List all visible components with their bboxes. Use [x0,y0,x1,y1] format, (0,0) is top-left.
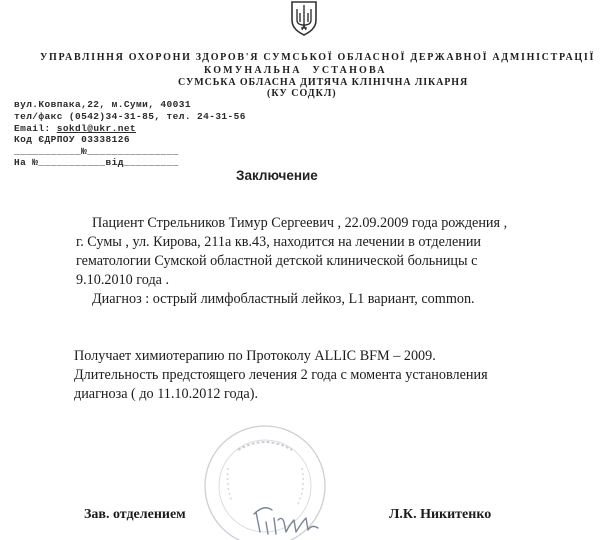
registration-number-line: ___________№_______________ [14,146,179,157]
email-link[interactable]: sokdl@ukr.net [56,123,137,134]
patient-paragraph-line: 9.10.2010 года . [76,272,170,288]
registration-reference-line: На №___________від_________ [14,157,179,168]
header-hospital-abbr: (КУ СОДКЛ) [267,88,337,99]
contact-edrpou: Код ЄДРПОУ 03338126 [14,134,130,145]
email-label: Email: [14,123,57,134]
signatory-name: Л.К. Никитенко [389,507,492,522]
handwritten-signature [252,498,324,540]
treatment-paragraph-line: Получает химиотерапию по Протоколу ALLIC BFM – 2009. [74,348,436,364]
header-ministry: УПРАВЛІННЯ ОХОРОНИ ЗДОРОВ'Я СУМСЬКОЇ ОБЛАСНОЇ ДЕРЖАВНОЇ АДМІНІСТРАЦІЇ [40,52,596,63]
contact-address: вул.Ковпака,22, м.Суми, 40031 [14,99,191,110]
contact-email [14,123,136,134]
header-hospital-name: СУМСЬКА ОБЛАСНА ДИТЯЧА КЛІНІЧНА ЛІКАРНЯ [178,77,469,88]
treatment-paragraph-line: Длительность предстоящего лечения 2 года с момента установления [74,367,488,383]
coat-of-arms-icon [286,0,322,36]
patient-paragraph-line: гематологии Сумской областной детской клинической больницы с [76,253,478,269]
signatory-position: Зав. отделением [84,507,186,522]
patient-paragraph-line: Пациент Стрельников Тимур Сергеевич , 22.09.2009 года рождения , [92,215,508,231]
document-title: Заключение [236,168,318,183]
treatment-paragraph-line: диагноза ( до 11.10.2012 года). [74,386,258,402]
patient-paragraph-line: г. Сумы , ул. Кирова, 211а кв.43, находится на лечении в отделении [76,234,482,250]
contact-phone: тел/факс (0542)34-31-85, тел. 24-31-56 [14,111,246,122]
header-institution-type: КОМУНАЛЬНА УСТАНОВА [204,65,387,76]
diagnosis-line: Диагноз : острый лимфобластный лейкоз, L1 вариант, common. [92,291,475,307]
